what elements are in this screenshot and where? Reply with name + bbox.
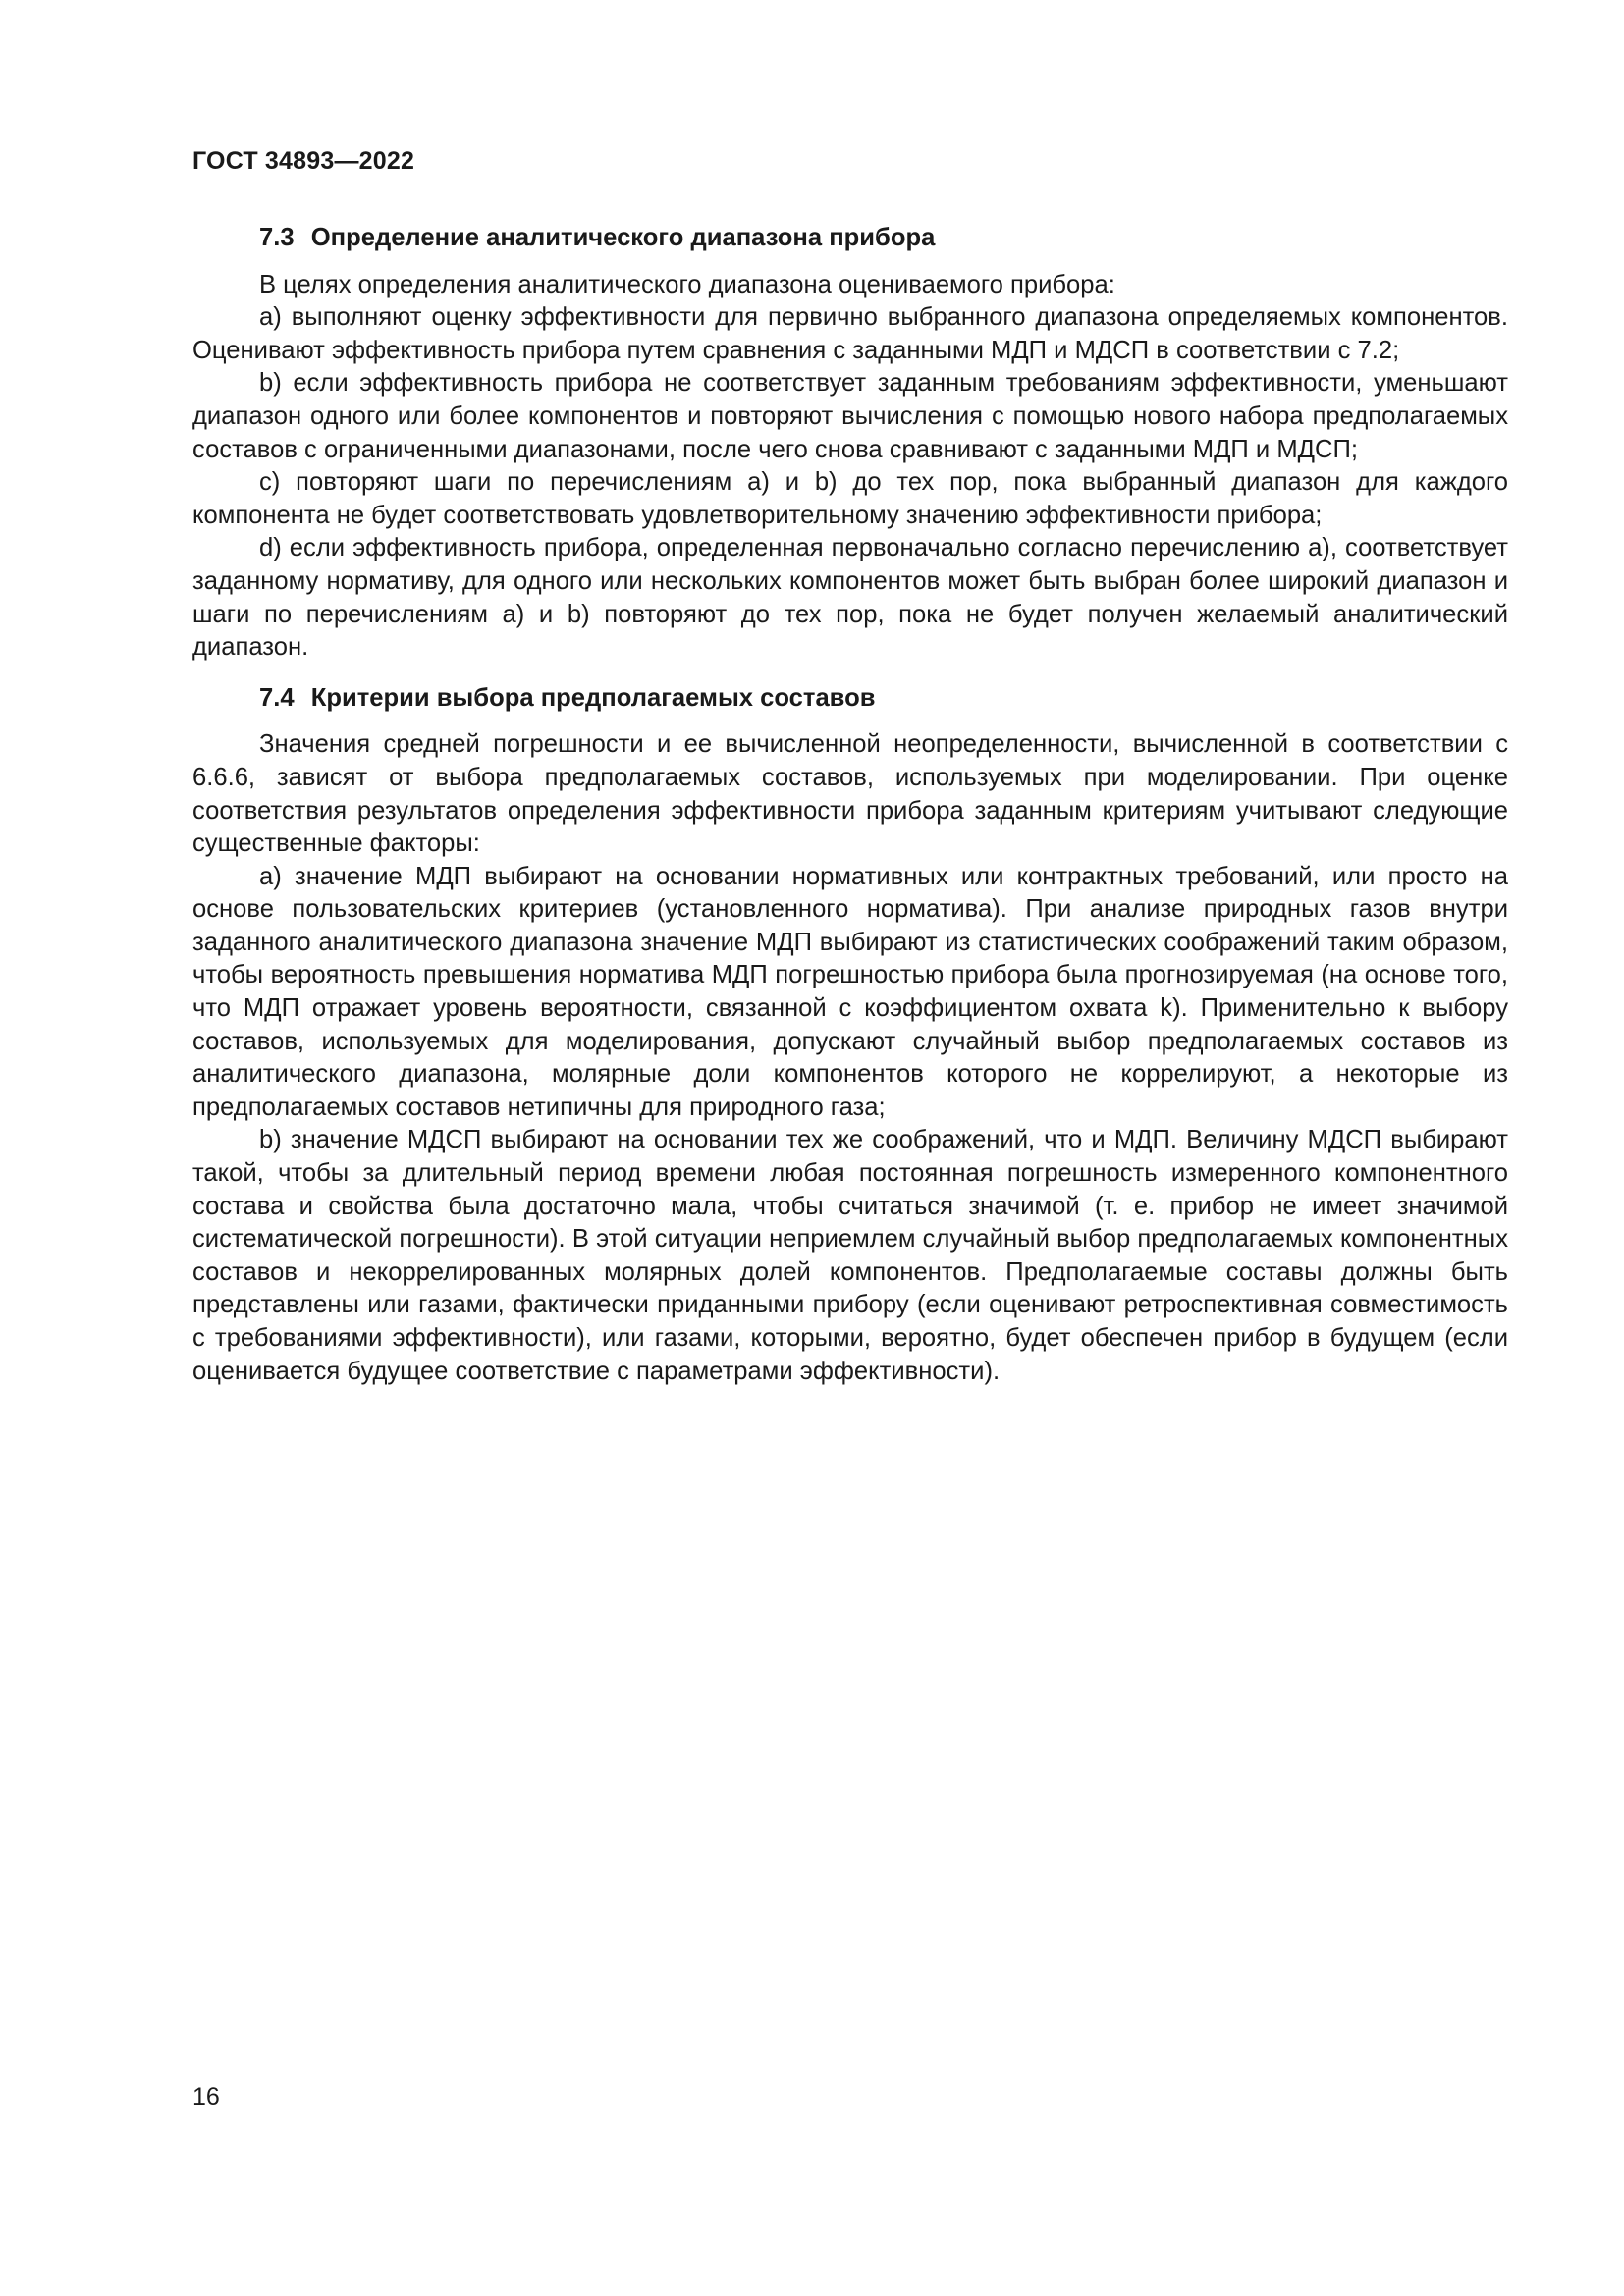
section-title (192, 682, 1508, 716)
paragraph-intro: В целях определения аналитического диапазона оцениваемого прибора: (259, 270, 1115, 298)
section-title-text: Критерии выбора предполагаемых составов (310, 683, 876, 712)
section-number: 7.3 (259, 224, 295, 251)
paragraph-item-d: d) если эффективность прибора, определенная первоначально согласно перечислению a), соответствует заданному нормативу, для одного или нескольких компонентов может быть выбран более широкий диапазон и шаги по перечислениям a) и b) повторяют до тех пор, пока не будет получен желаемый аналитический диапазон. (192, 534, 1508, 662)
paragraph-item-a: a) значение МДП выбирают на основании нормативных или контрактных требований, или просто на основе пользовательских критериев (установленного норматива). При анализе природных газов внутри заданного аналитического диапазона значение МДП выбирают из статистических соображений таким образом, чтобы вероятность превышения норматива МДП погрешностью прибора была прогнозируемая (на основе того, что МДП отражает уровень вероятности, связанной с коэффициентом охвата k). Применительно к выбору составов, используемых для моделирования, допускают случайный выбор предполагаемых составов из аналитического диапазона, молярные доли компонентов которого не коррелируют, а некоторые из предполагаемых составов нетипичны для природного газа; (192, 862, 1508, 1121)
section-7-3 (192, 222, 1508, 665)
page-number: 16 (192, 2083, 220, 2110)
paragraph-item-a: a) выполняют оценку эффективности для первично выбранного диапазона определяемых компонентов. Оценивают эффективность прибора путем сравнения с заданными МДП и МДСП в соответствии с 7.2; (192, 303, 1508, 364)
section-number: 7.4 (259, 683, 295, 712)
section-title (192, 222, 1508, 255)
section-title-text: Определение аналитического диапазона прибора (310, 224, 936, 251)
paragraph-item-c: c) повторяют шаги по перечислениям a) и b) до тех пор, пока выбранный диапазон для каждого компонента не будет соответствовать удовлетворительному значению эффективности прибора; (192, 468, 1508, 529)
paragraph-item-b: b) значение МДСП выбирают на основании тех же соображений, что и МДП. Величину МДСП выбирают такой, чтобы за длительный период времени любая постоянная погрешность измеренного компонентного состава и свойства была достаточно мала, чтобы считаться значимой (т. е. прибор не имеет значимой систематической погрешности). В этой ситуации неприемлем случайный выбор предполагаемых компонентных составов и некоррелированных молярных долей компонентов. Предполагаемые составы должны быть представлены или газами, фактически приданными прибору (если оценивают ретроспективная совместимость с требованиями эффективности), или газами, которыми, вероятно, будет обеспечен прибор в будущем (если оценивается будущее соответствие с параметрами эффективности). (192, 1126, 1508, 1385)
paragraph-item-b: b) если эффективность прибора не соответствует заданным требованиям эффективности, уменьшают диапазон одного или более компонентов и повторяют вычисления с помощью нового набора предполагаемых составов с ограниченными диапазонами, после чего снова сравнивают с заданными МДП и МДСП; (192, 369, 1508, 463)
document-body (192, 222, 1508, 1388)
section-7-4 (192, 682, 1508, 1388)
paragraph-intro: Значения средней погрешности и ее вычисленной неопределенности, вычисленной в соответствии с 6.6.6, зависят от выбора предполагаемых составов, используемых при моделировании. При оценке соответствия результатов определения эффективности прибора заданным критериям учитывают следующие существенные факторы: (192, 730, 1508, 858)
document-header: ГОСТ 34893—2022 (192, 147, 415, 175)
